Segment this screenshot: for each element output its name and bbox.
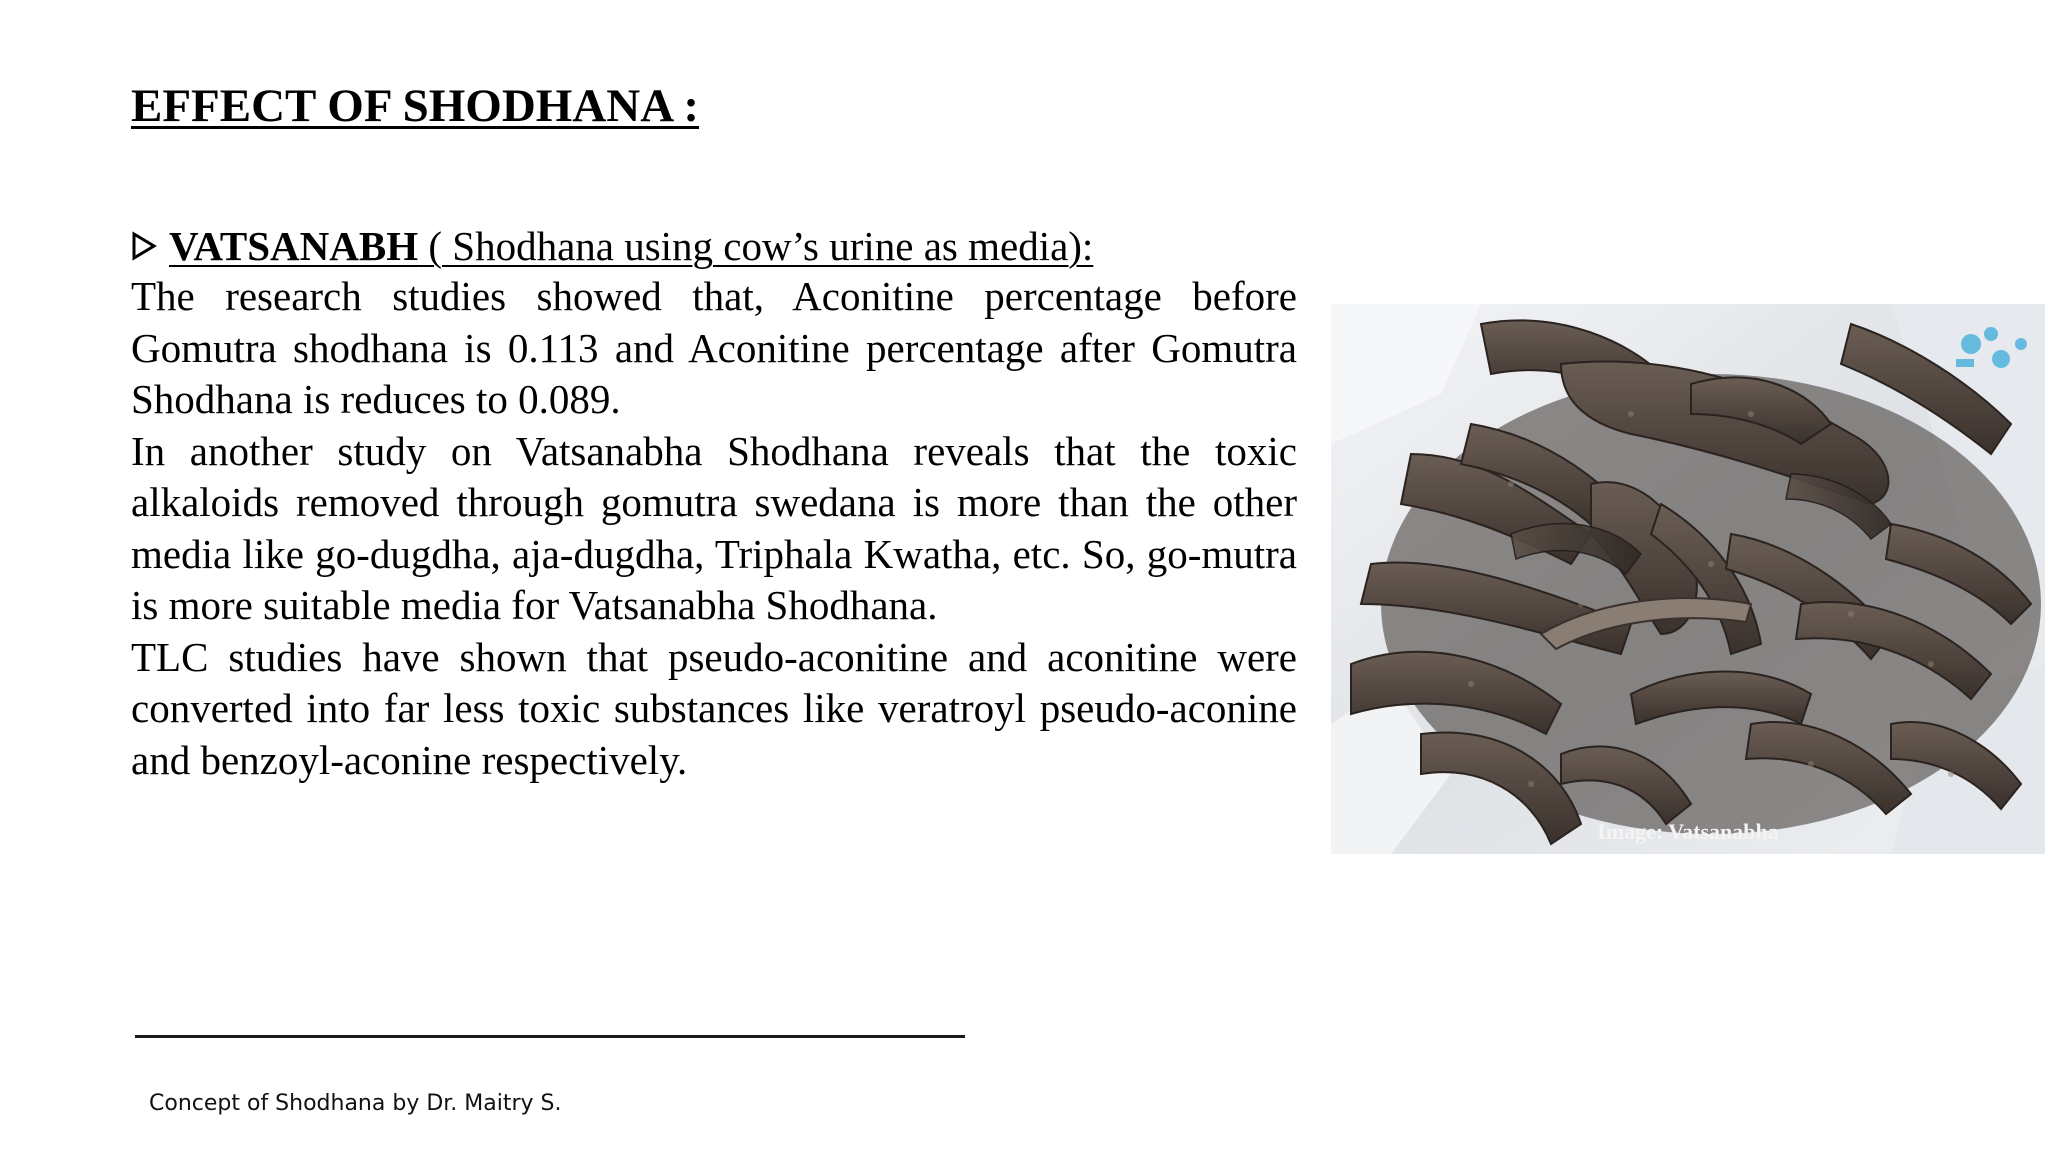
hollow-play-arrow-icon [131, 220, 169, 272]
bullet-heading-rest: ( Shodhana using cow’s urine as media): [418, 223, 1094, 269]
bullet-heading [169, 220, 1093, 272]
paragraph: In another study on Vatsanabha Shodhana reveals that the toxic alkaloids removed through gomutra swedana is more than the other media like go-dugdha, aja-dugdha, Triphala Kwatha, etc. So, go-mutra is more suitable media for Vatsanabha Shodhana. [131, 427, 1297, 628]
paragraph: The research studies showed that, Aconitine percentage before Gomutra shodhana is 0.113 and Aconitine percentage after Gomutra Shodhana is reduces to 0.089. [131, 273, 1297, 422]
footer-credit: Concept of Shodhana by Dr. Maitry S. [149, 1091, 562, 1116]
bullet-heading-bold: VATSANABH [169, 223, 419, 269]
paragraph: TLC studies have shown that pseudo-aconitine and aconitine were converted into far less toxic substances like veratroyl pseudo-aconine and benzoyl-aconine respectively. [131, 633, 1297, 783]
slide-title: EFFECT OF SHODHANA : [131, 80, 699, 132]
bullet-item [131, 220, 1093, 272]
vatsanabha-roots-illustration [1331, 304, 2045, 854]
body-text [131, 271, 1297, 786]
footer-divider [135, 1035, 965, 1038]
vatsanabha-photo [1331, 304, 2045, 854]
image-caption: Image: Vatsanabha [1597, 819, 1779, 844]
